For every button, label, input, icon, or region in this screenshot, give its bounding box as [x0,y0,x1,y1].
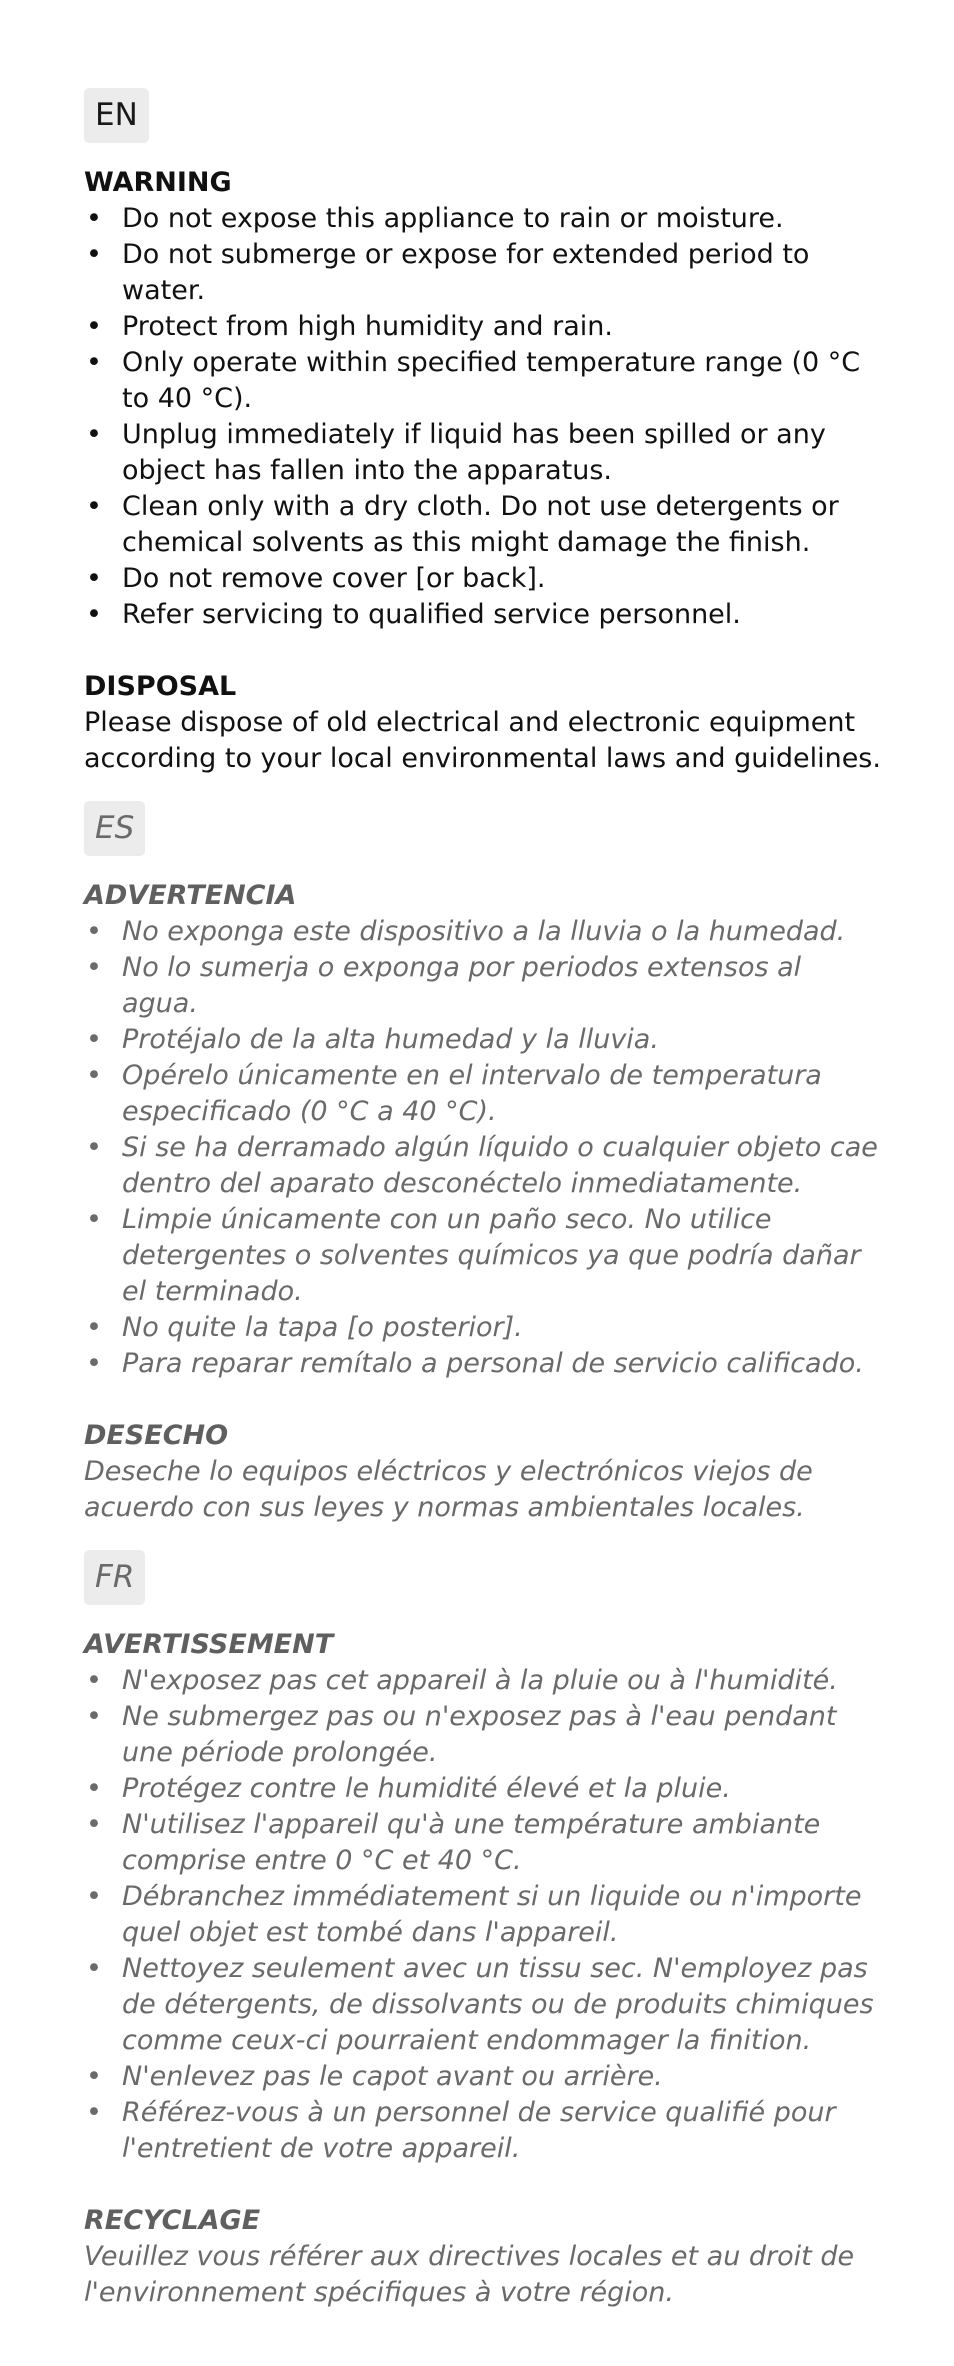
warning-item: • Nettoyez seulement avec un tissu sec. N'employez pas de détergents, de dissolvants ou de produits chimiques comme ceux-ci pourraient endommager la finition. [84,1951,884,2059]
warning-item: • N'enlevez pas le capot avant ou arrière. [84,2059,884,2095]
warning-item: • N'exposez pas cet appareil à la pluie ou à l'humidité. [84,1663,884,1699]
disposal-heading: DESECHO [84,1420,229,1451]
disposal-text: Veuillez vous référer aux directives locales et au droit de l'environnement spécifiques à votre région. [84,2241,855,2308]
warning-item: • Do not remove cover [or back]. [84,561,884,597]
warning-item: • No exponga este dispositivo a la lluvia o la humedad. [84,914,884,950]
disposal-heading: DISPOSAL [84,671,237,702]
section-english [84,88,884,777]
warning-item: • Protégez contre le humidité élevé et la pluie. [84,1771,884,1807]
disposal-text: Please dispose of old electrical and electronic equipment according to your local environmental laws and guidelines. [84,707,881,774]
warning-list [84,1663,884,2167]
warning-item: • Unplug immediately if liquid has been spilled or any object has fallen into the apparatus. [84,417,884,489]
warning-item: • Para reparar remítalo a personal de servicio calificado. [84,1346,884,1382]
language-tag-en: EN [84,88,149,143]
warning-item: • Protéjalo de la alta humedad y la lluvia. [84,1022,884,1058]
warning-heading: ADVERTENCIA [84,880,297,911]
warning-heading: WARNING [84,167,232,198]
warning-item: • No lo sumerja o exponga por periodos extensos al agua. [84,950,884,1022]
warning-list [84,201,884,633]
disposal-text: Deseche lo equipos eléctricos y electrónicos viejos de acuerdo con sus leyes y normas ambientales locales. [84,1456,813,1523]
document-page [84,88,884,2311]
language-tag-es: ES [84,801,145,856]
warning-list [84,914,884,1382]
section-french [84,1550,884,2311]
disposal-heading: RECYCLAGE [84,2205,261,2236]
warning-item: • Limpie únicamente con un paño seco. No utilice detergentes o solventes químicos ya que podría dañar el terminado. [84,1202,884,1310]
warning-item: • Référez-vous à un personnel de service qualifié pour l'entretient de votre appareil. [84,2095,884,2167]
warning-item: • No quite la tapa [o posterior]. [84,1310,884,1346]
warning-item: • Ne submergez pas ou n'exposez pas à l'eau pendant une période prolongée. [84,1699,884,1771]
warning-item: • N'utilisez l'appareil qu'à une température ambiante comprise entre 0 °C et 40 °C. [84,1807,884,1879]
warning-item: • Do not expose this appliance to rain or moisture. [84,201,884,237]
warning-item: • Only operate within specified temperature range (0 °C to 40 °C). [84,345,884,417]
language-tag-fr: FR [84,1550,145,1605]
warning-item: • Refer servicing to qualified service personnel. [84,597,884,633]
warning-item: • Do not submerge or expose for extended period to water. [84,237,884,309]
warning-item: • Opérelo únicamente en el intervalo de temperatura especificado (0 °C a 40 °C). [84,1058,884,1130]
warning-item: • Si se ha derramado algún líquido o cualquier objeto cae dentro del aparato desconéctelo inmediatamente. [84,1130,884,1202]
warning-item: • Clean only with a dry cloth. Do not use detergents or chemical solvents as this might damage the finish. [84,489,884,561]
warning-heading: AVERTISSEMENT [84,1629,334,1660]
section-spanish [84,801,884,1526]
warning-item: • Protect from high humidity and rain. [84,309,884,345]
warning-item: • Débranchez immédiatement si un liquide ou n'importe quel objet est tombé dans l'appareil. [84,1879,884,1951]
